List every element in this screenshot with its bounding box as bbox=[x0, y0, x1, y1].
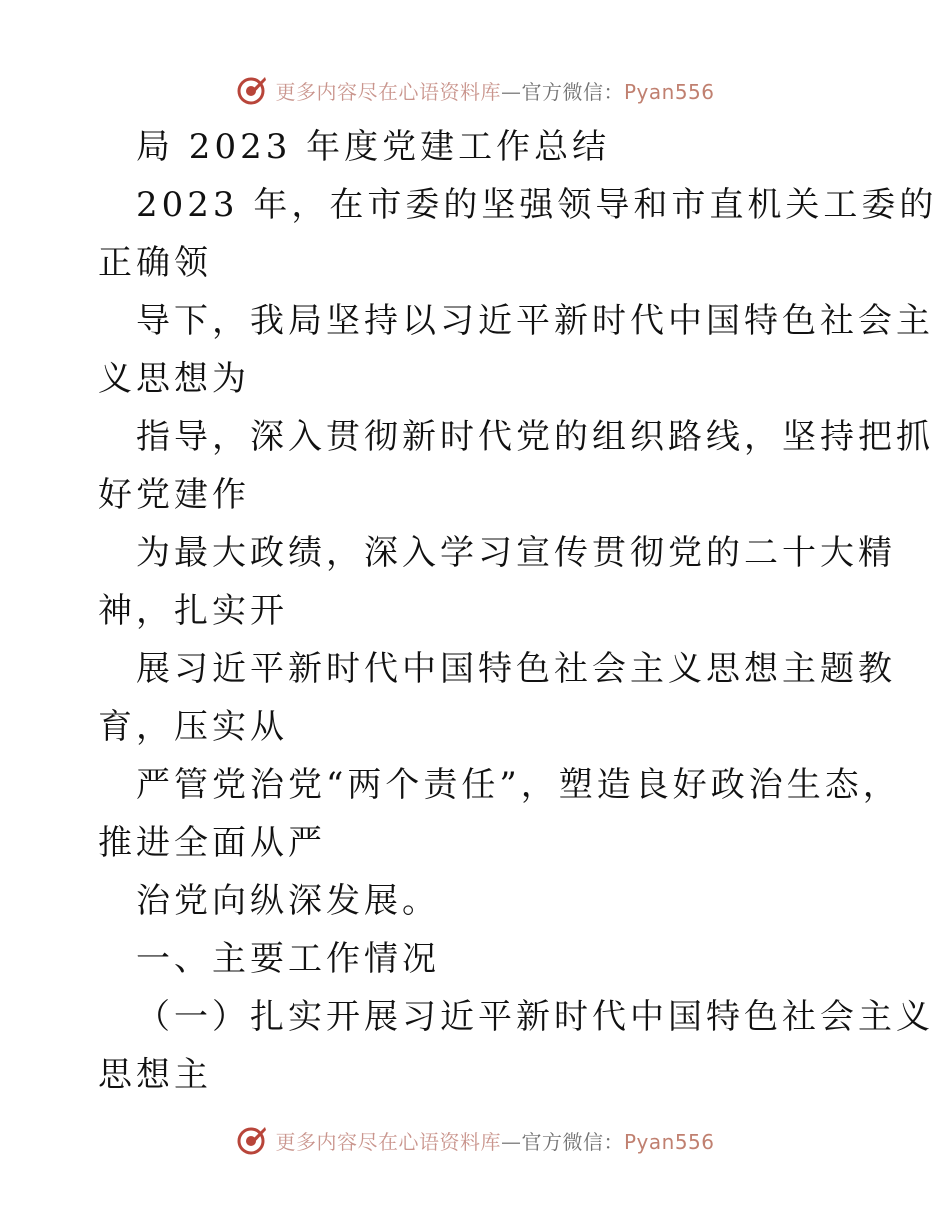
quill-logo-icon bbox=[235, 73, 269, 107]
document-line: 治党向纵深发展。 bbox=[136, 881, 440, 921]
watermark-dash: — bbox=[500, 79, 522, 104]
watermark-wechat-id: Pyan556 bbox=[623, 1129, 715, 1154]
document-line: 好党建作 bbox=[98, 475, 250, 515]
watermark-footer bbox=[0, 1120, 950, 1160]
watermark-official-label: 官方微信： bbox=[521, 1129, 624, 1154]
document-body bbox=[98, 118, 938, 1104]
document-line: （一）扎实开展习近平新时代中国特色社会主义 bbox=[136, 997, 934, 1037]
document-line: 一、主要工作情况 bbox=[136, 939, 440, 979]
document-line: 2023 年，在市委的坚强领导和市直机关工委的 bbox=[136, 185, 938, 225]
document-line: 神，扎实开 bbox=[98, 591, 288, 631]
document-line: 指导，深入贯彻新时代党的组织路线，坚持把抓 bbox=[136, 417, 934, 457]
watermark-wechat-id: Pyan556 bbox=[623, 79, 715, 104]
watermark-dash: — bbox=[500, 1129, 522, 1154]
document-line: 思想主 bbox=[98, 1055, 212, 1095]
document-line: 局 2023 年度党建工作总结 bbox=[136, 127, 611, 167]
watermark-text bbox=[275, 1126, 714, 1155]
document-line: 为最大政绩，深入学习宣传贯彻党的二十大精 bbox=[136, 533, 896, 573]
watermark-text bbox=[275, 76, 714, 105]
document-line: 推进全面从严 bbox=[98, 823, 326, 863]
document-line: 育，压实从 bbox=[98, 707, 288, 747]
document-line: 正确领 bbox=[98, 243, 212, 283]
watermark-site-text: 更多内容尽在心语资料库 bbox=[275, 79, 501, 104]
document-line: 义思想为 bbox=[98, 359, 250, 399]
document-line: 展习近平新时代中国特色社会主义思想主题教 bbox=[136, 649, 896, 689]
document-line: 严管党治党“两个责任”，塑造良好政治生态， bbox=[136, 765, 901, 805]
watermark-header bbox=[0, 70, 950, 110]
quill-logo-icon bbox=[235, 1123, 269, 1157]
watermark-site-text: 更多内容尽在心语资料库 bbox=[275, 1129, 501, 1154]
watermark-official-label: 官方微信： bbox=[521, 79, 624, 104]
document-line: 导下，我局坚持以习近平新时代中国特色社会主 bbox=[136, 301, 934, 341]
